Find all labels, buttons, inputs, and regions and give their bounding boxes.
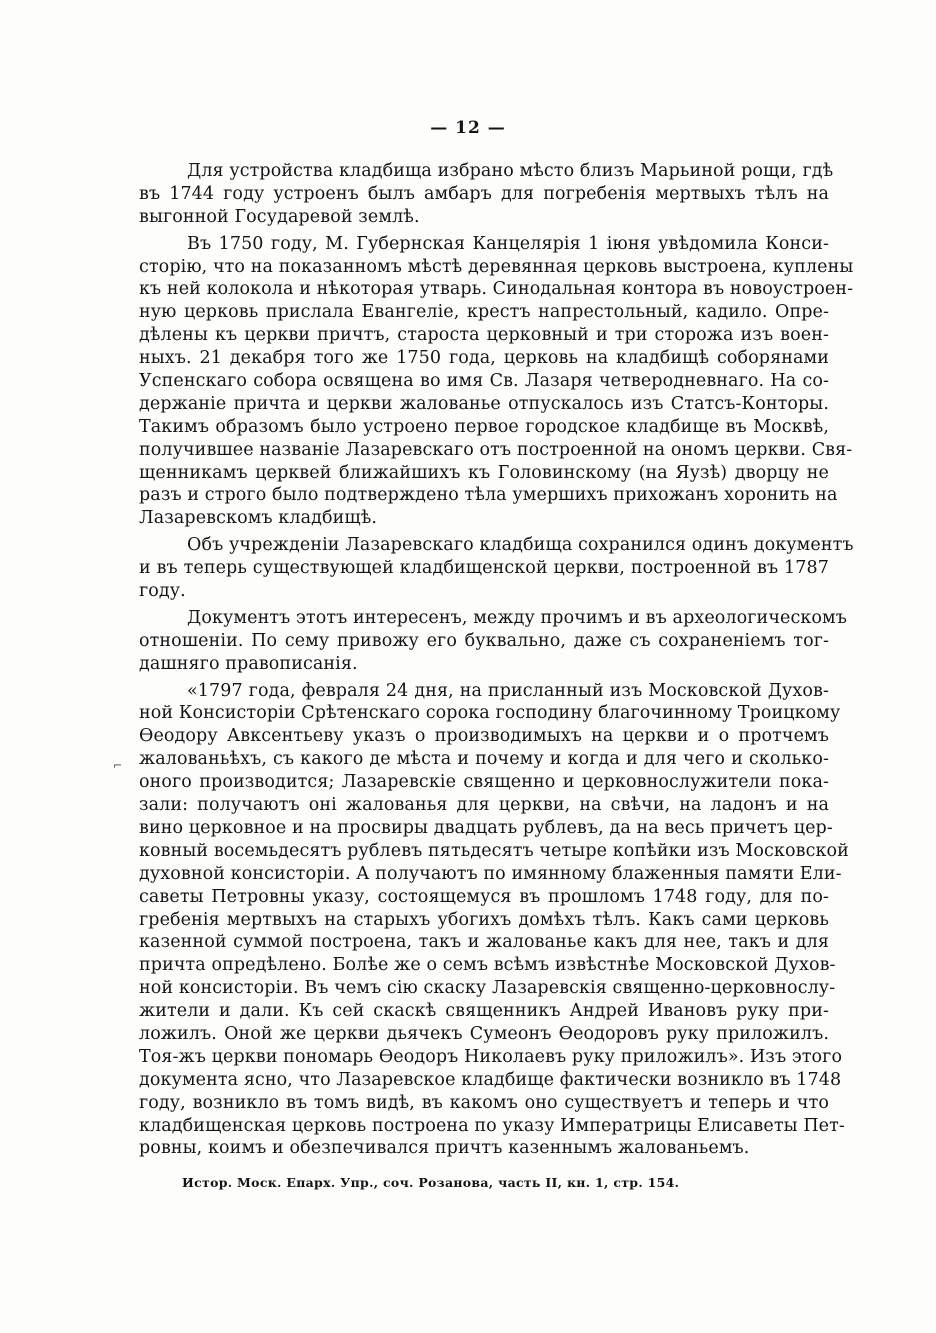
- text-line: кладбищенская церковь построена по указу Императрицы Елисаветы Пет-: [139, 1115, 845, 1136]
- text-line: дѣлены къ церкви причтъ, староста церковный и три сторожа изъ воен-: [139, 325, 829, 346]
- text-line: Успенскаго собора освящена во имя Св. Лазаря четверодневнаго. На со-: [139, 371, 829, 392]
- body-text: [139, 160, 854, 1160]
- text-line: въ 1744 году устроенъ былъ амбаръ для погребенія мертвыхъ тѣлъ на: [139, 183, 829, 204]
- text-line: Документъ этотъ интересенъ, между прочимъ и въ археологическомъ: [187, 607, 847, 628]
- text-line: ной консисторіи. Въ чемъ сію скаску Лазаревскія священно-церковнослу-: [139, 978, 836, 999]
- text-line: причта опредѣлено. Болѣе же о семъ всѣмъ извѣстнѣе Московской Духов-: [139, 955, 836, 976]
- paragraph-p1: [139, 160, 834, 229]
- text-line: Лазаревскомъ кладбищѣ.: [139, 508, 378, 529]
- text-line: выгонной Государевой землѣ.: [139, 206, 420, 227]
- text-line: ковный восемьдесятъ рублевъ пятьдесятъ четыре копѣйки изъ Московской: [139, 840, 849, 861]
- text-line: саветы Петровны указу, состоящемуся въ прошломъ 1748 году, для по-: [139, 886, 829, 907]
- text-line: ную церковь прислала Евангеліе, крестъ напрестольный, кадило. Опре-: [139, 302, 829, 323]
- text-line: жители и дали. Къ сей скаскѣ священникъ Андрей Ивановъ руку при-: [139, 1001, 829, 1022]
- text-line: жалованьѣхъ, съ какого де мѣста и почему и когда и для чего и сколько-: [139, 749, 829, 770]
- margin-mark: ⌐: [113, 759, 123, 772]
- text-line: разъ и строго было подтверждено тѣла умершихъ прихожанъ хоронить на: [139, 485, 838, 506]
- text-line: зали: получаютъ оні жалованья для церкви, на свѣчи, на ладонъ и на: [139, 795, 829, 816]
- paragraph-p5: [139, 680, 849, 1161]
- text-line: ровны, коимъ и обезпечивался причтъ казеннымъ жалованьемъ.: [139, 1138, 750, 1159]
- text-line: оного производится; Лазаревскіе священно и церковнослужители пока-: [139, 772, 829, 793]
- text-line: ной Консисторіи Срѣтенскаго сорока господину благочинному Троицкому: [139, 703, 841, 724]
- text-line: казенной суммой построена, такъ и жалованье какъ для нее, такъ и для: [139, 932, 829, 953]
- page-number: — 12 —: [430, 118, 506, 138]
- footnote: Истор. Моск. Епарх. Упр., соч. Розанова, часть II, кн. 1, стр. 154.: [182, 1175, 680, 1190]
- text-line: держаніе причта и церкви жалованье отпускалось изъ Статсъ-Конторы.: [139, 393, 829, 414]
- text-line: гребенія мертвыхъ на старыхъ убогихъ домѣхъ тѣлъ. Какъ сами церковь: [139, 909, 829, 930]
- text-line: ложилъ. Оной же церкви дьячекъ Сумеонъ Ѳеодоровъ руку приложилъ.: [139, 1023, 829, 1044]
- text-line: документа ясно, что Лазаревское кладбище фактически возникло въ 1748: [139, 1069, 842, 1090]
- text-line: дашняго правописанія.: [139, 653, 358, 674]
- text-line: Тоя-жъ церкви пономарь Ѳеодоръ Николаевъ руку приложилъ». Изъ этого: [139, 1046, 843, 1067]
- text-line: ныхъ. 21 декабря того же 1750 года, церковь на кладбищѣ соборянами: [139, 348, 829, 369]
- text-line: къ ней колокола и нѣкоторая утварь. Синодальная контора въ новоустроен-: [139, 279, 854, 300]
- text-line: Такимъ образомъ было устроено первое городское кладбище въ Москвѣ,: [139, 416, 829, 437]
- text-line: году, возникло въ томъ видѣ, въ какомъ оно существуетъ и теперь и что: [139, 1092, 829, 1113]
- text-line: вино церковное и на просвиры двадцать рублевъ, да на весь причетъ цер-: [139, 817, 833, 838]
- text-line: Объ учрежденіи Лазаревскаго кладбища сохранился одинъ документъ: [187, 535, 854, 556]
- text-line: и въ теперь существующей кладбищенской церкви, построенной въ 1787: [139, 558, 829, 579]
- paragraph-p3: [139, 534, 854, 603]
- text-line: Ѳеодору Авксентьеву указъ о производимыхъ на церкви и о протчемъ: [139, 726, 829, 747]
- text-line: сторію, что на показанномъ мѣстѣ деревянная церковь выстроена, куплены: [139, 256, 854, 277]
- text-line: Для устройства кладбища избрано мѣсто близъ Марьиной рощи, гдѣ: [187, 161, 834, 181]
- paragraph-p2: [139, 233, 854, 531]
- text-line: «1797 года, февраля 24 дня, на присланный изъ Московской Духов-: [187, 680, 829, 701]
- paragraph-p4: [139, 607, 847, 676]
- text-line: Въ 1750 году, М. Губернская Канцелярія 1 іюня увѣдомила Конси-: [187, 233, 829, 254]
- text-line: духовной консисторіи. А получаютъ по имянному блаженныя памяти Ели-: [139, 863, 842, 884]
- text-line: щенникамъ церквей ближайшихъ къ Головинскому (на Яузѣ) дворцу не: [139, 462, 829, 483]
- text-line: году.: [139, 581, 186, 602]
- text-line: отношеніи. По сему привожу его буквально, даже съ сохраненіемъ тог-: [139, 630, 829, 651]
- text-line: получившее названіе Лазаревскаго отъ построенной на ономъ церкви. Свя-: [139, 439, 853, 460]
